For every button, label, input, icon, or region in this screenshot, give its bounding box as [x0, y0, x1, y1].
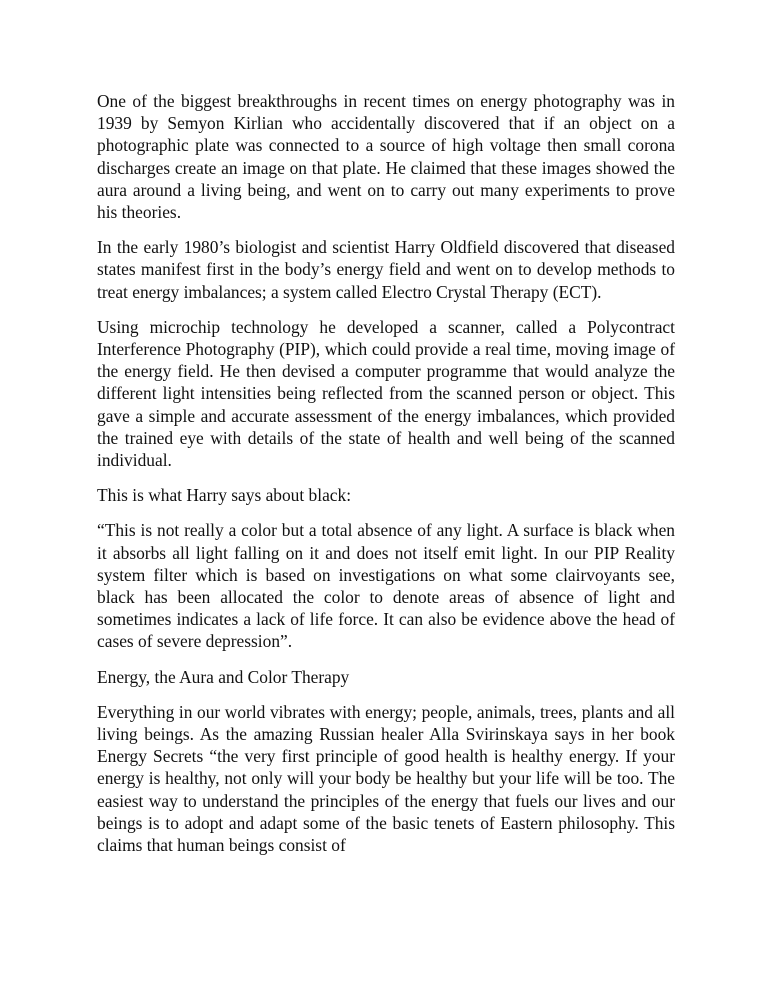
paragraph-pip-scanner: Using microchip technology he developed a scanner, called a Polycontract Interference Photography (PIP), which could provide a real time, moving image of the energy field. He then devised a computer programme that would analyze the different light intensities being reflected from the scanned person or object. This gave a simple and accurate assessment of the energy imbalances, which provided the trained eye with details of the state of health and well being of the scanned individual.: [97, 316, 675, 471]
paragraph-harry-black-intro: This is what Harry says about black:: [97, 485, 352, 506]
paragraph-black-quote: “This is not really a color but a total absence of any light. A surface is black when it absorbs all light falling on it and does not itself emit light. In our PIP Reality system filter which is based on investigations on what some clairvoyants see, black has been allocated the color to denote areas of absence of light and sometimes indicates a lack of life force. It can also be evidence above the head of cases of severe depression”.: [97, 520, 675, 652]
paragraph-energy: Everything in our world vibrates with energy; people, animals, trees, plants and all living beings. As the amazing Russian healer Alla Svirinskaya says in her book Energy Secrets “the very first principle of good health is healthy energy. If your energy is healthy, not only will your body be healthy but your life will be too. The easiest way to understand the principles of the energy that fuels our lives and our beings is to adopt and adapt some of the basic tenets of Eastern philosophy. This claims that human beings consist of: [97, 701, 675, 856]
body-text: [97, 90, 675, 869]
section-heading-energy-aura: Energy, the Aura and Color Therapy: [97, 666, 350, 687]
paragraph-oldfield: In the early 1980’s biologist and scientist Harry Oldfield discovered that diseased states manifest first in the body’s energy field and went on to develop methods to treat energy imbalances; a system called Electro Crystal Therapy (ECT).: [97, 237, 675, 302]
paragraph-kirlian: One of the biggest breakthroughs in recent times on energy photography was in 1939 by Semyon Kirlian who accidentally discovered that if an object on a photographic plate was connected to a source of high voltage then small corona discharges create an image on that plate. He claimed that these images showed the aura around a living being, and went on to carry out many experiments to prove his theories.: [97, 91, 675, 223]
